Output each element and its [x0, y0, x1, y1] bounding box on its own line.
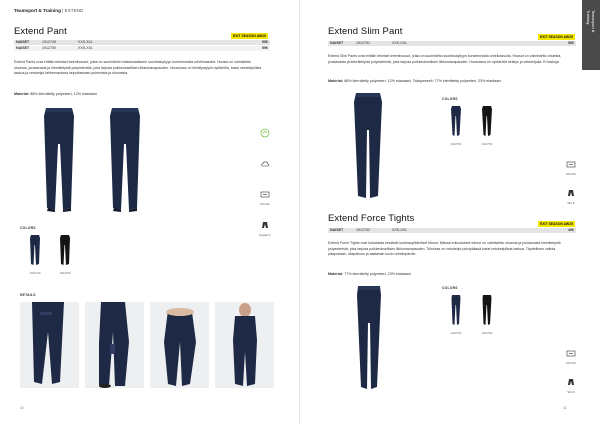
color-swatch[interactable]: 1912751	[480, 105, 494, 146]
pants-illustration	[348, 90, 388, 202]
detail-photo-4	[215, 302, 274, 388]
product-title: Extend Force Tights	[328, 213, 415, 224]
weather-icon	[258, 155, 272, 173]
header-collection: EXTEND	[64, 8, 84, 13]
color-swatch[interactable]: 1912749	[28, 234, 42, 275]
sizes-icon: XXS-3XL	[258, 185, 272, 206]
feature-icons	[564, 344, 578, 394]
swatch-pants-black	[480, 105, 494, 137]
product-description: Extend Pants ovat erittäin tekniset treenihousut, jotka on suunniteltu maksimaaliseen suorituskykyyn korkeimmalla urheilutasolla. Housut on valmistettu ohuesta, joustavasta ja kierrätetystä polyesteristä, joka tarjoaa poikkeuksellisen liikkumavapauden. Housuissa on kierätystyylin vyötärölla, kaksi vetoketjullista taskua ja vetoketjut lahkeensuissa helpottamaan pukemista ja riisumista.	[14, 60, 262, 75]
side-tab-line: Teamsport &	[591, 10, 596, 33]
detail-photo-1	[20, 302, 79, 388]
details-label: DETAILS	[20, 293, 36, 297]
season-badge: EXIT SEASON AW25	[233, 34, 266, 38]
product-material: Material: 77% kierrätetty polyesteri, 23% elastaani	[328, 272, 411, 276]
side-tab-line: Training	[586, 10, 591, 25]
product-title: Extend Pant	[14, 26, 67, 37]
product-image	[348, 90, 388, 202]
price-row: NAISET 1912752 XXS-XXL 49€	[330, 228, 574, 232]
right-page	[300, 0, 600, 424]
page-number: 40	[20, 406, 24, 410]
colors-label: COLORS	[442, 286, 458, 290]
season-badge: EXIT SEASON AW25	[540, 35, 573, 39]
product-description: Extend Slim Pants ovat erittäin tekniset treenihousut, jotka on suunniteltu suorituskykyyn korkeimmalla urheilutasolla. Housut on valmistettu ohuesta, joustavasta ja kierrätetystä polyesteristä, joka tarjoaa poikkeuksellisen liikkumavapauden. Housuissa on vyötäröllä kiristys ja vetoketjulla. Ei taskuja.	[328, 54, 562, 64]
product-image-front	[34, 104, 84, 214]
swatch-pants-black	[58, 234, 72, 266]
price-table	[328, 41, 576, 46]
feature-icons	[564, 155, 578, 205]
header-category: Teamsport & Training	[14, 8, 61, 13]
header-tag: Teamsport & Training | EXTEND	[14, 8, 84, 13]
side-tab[interactable]	[582, 0, 600, 70]
product-material: Material: 88% kierrätetty polyesteri, 12% elastaani	[14, 92, 97, 96]
sizes-icon: XXS-XXL	[564, 155, 578, 176]
pants-illustration	[100, 104, 150, 214]
tights-illustration	[350, 283, 388, 395]
colors-label: COLORS	[20, 226, 36, 230]
sizes-icon: XXS-XXL	[564, 344, 578, 365]
fit-icon: Slim fit	[564, 184, 578, 205]
price-row: NAISET 1912751 XXS-XXL 59€	[330, 41, 574, 45]
detail-photo-3	[150, 302, 209, 388]
swatch-tights-navy	[449, 294, 463, 326]
color-swatch[interactable]: 1912750	[58, 234, 72, 275]
product-material: Material: 88% kierrätetty polyesteri, 12% elastaani. Takapaneeli: 77% kierrätetty polyesteri, 23% elastaani	[328, 79, 502, 83]
price-table	[328, 228, 576, 233]
colors-label: COLORS	[442, 97, 458, 101]
detail-photo-2	[85, 302, 144, 388]
fit-icon: Regular fit	[258, 216, 272, 237]
product-image-back	[100, 104, 150, 214]
color-swatch[interactable]: 1912751	[449, 105, 463, 146]
swatch-tights-black	[480, 294, 494, 326]
page-number: 41	[563, 406, 567, 410]
season-badge: EXIT SEASON AW25	[540, 222, 573, 226]
feature-icons	[258, 125, 272, 237]
product-title: Extend Slim Pant	[328, 26, 403, 37]
product-description: Extend Force Tights ovat kukatuista kestävät korkeasyötäröiset trikoot. Näissä erikuokaiset trikoot on valmistettu ohuesta ja joustavasta kierrätetystä polyesteristä, joka tarjoaa poikkeuksellisen liikkumavapauden. Trikoissa on vetoketjut polvipäässä kaksi vetoketjullista taskua. Täydellinen valinta pikapokaan, kilapailuun ja aastaisiin kovin urheilupäiviin.	[328, 241, 561, 256]
pants-illustration	[34, 104, 84, 214]
recycled-icon	[258, 125, 272, 143]
price-table	[14, 40, 270, 51]
price-row: NAISET 1912749 XXS-3XL 59€	[16, 40, 268, 44]
fit-icon: Slim fit	[564, 373, 578, 394]
swatch-pants-navy	[28, 234, 42, 266]
swatch-pants-navy	[449, 105, 463, 137]
color-swatch[interactable]: 1912752	[449, 294, 463, 335]
product-image	[350, 283, 388, 395]
price-row: NAISET 1912750 XXS-XXL 59€	[16, 46, 268, 50]
color-swatch[interactable]: 1912752	[480, 294, 494, 335]
